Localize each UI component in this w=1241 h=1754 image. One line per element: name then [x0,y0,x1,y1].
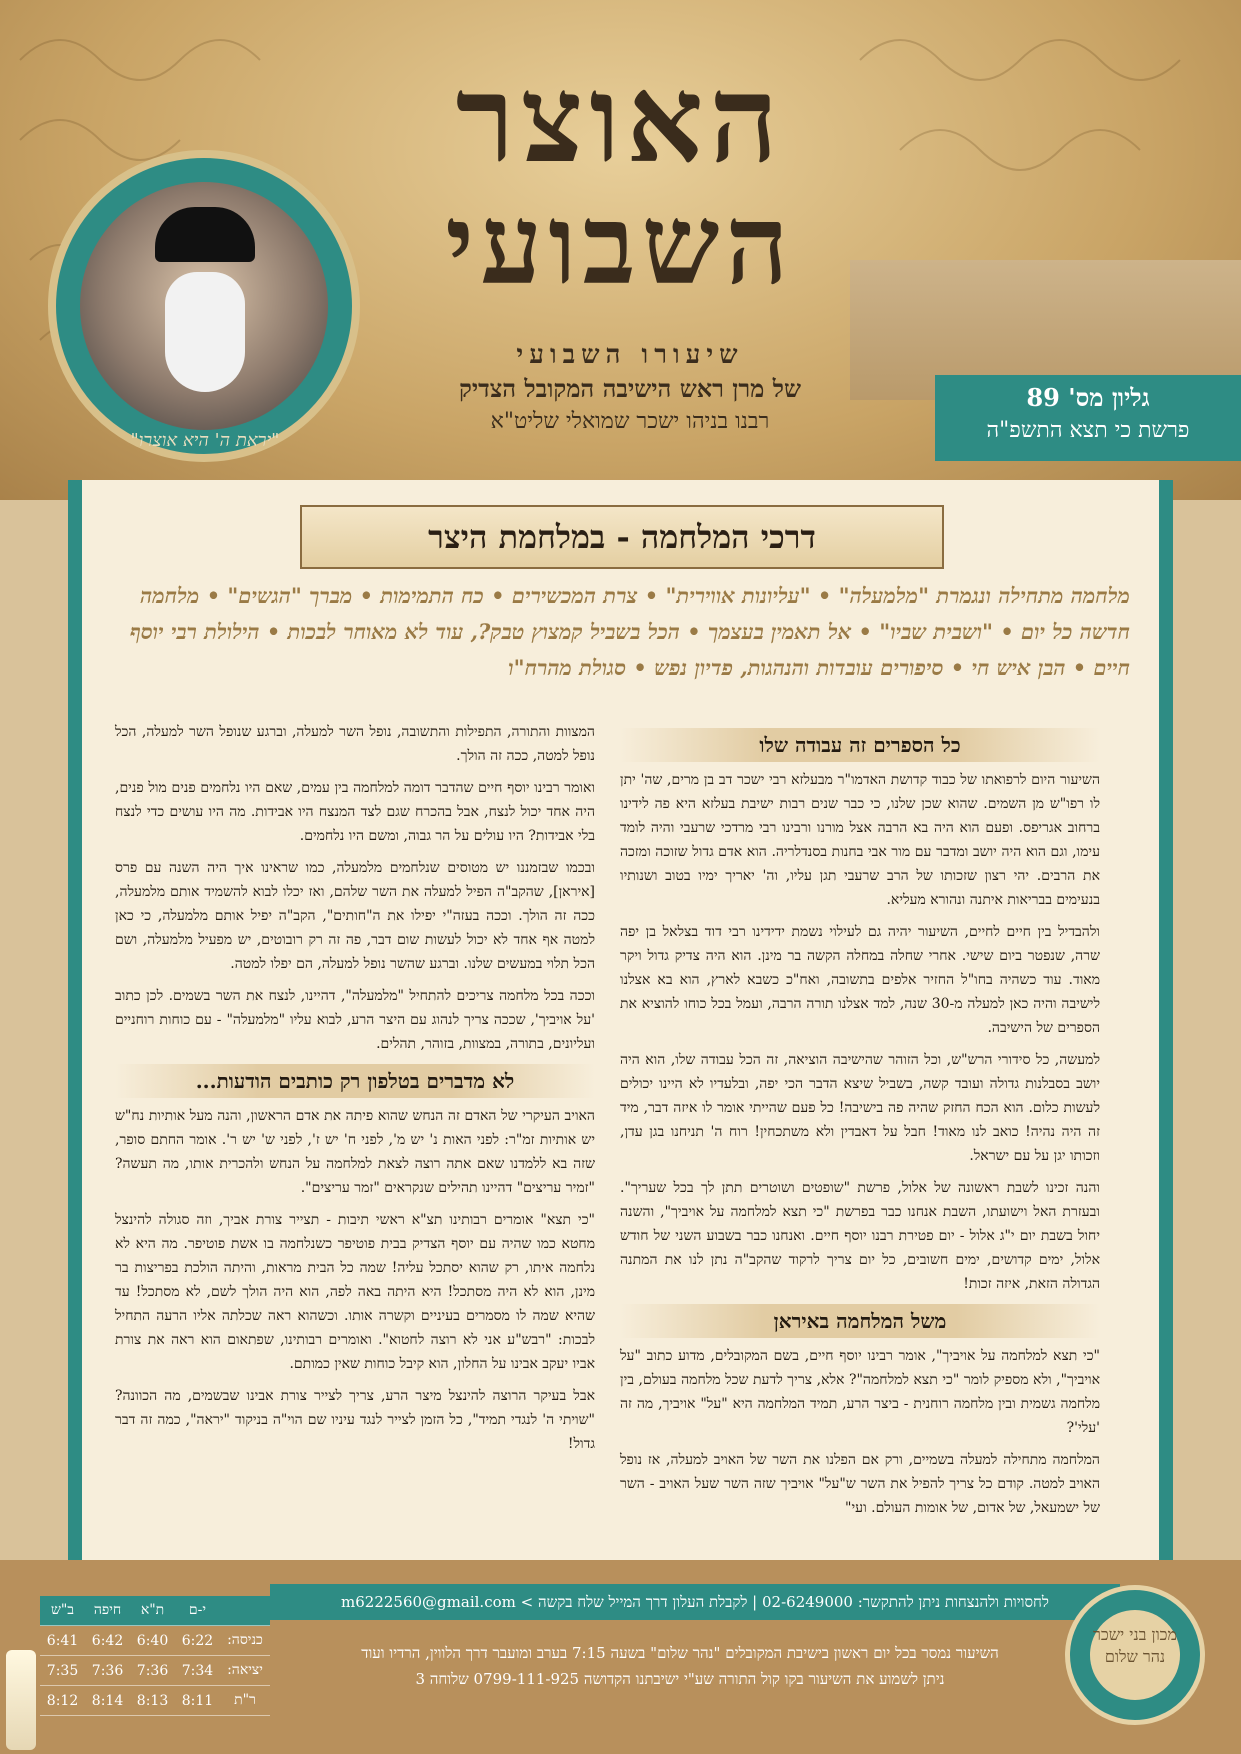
time-value: 6:40 [130,1626,175,1656]
issue-number: גליון מס' 89 [1026,383,1150,412]
section-heading: כל הספרים זה עבודה שלו [620,728,1100,762]
times-city: ב"ש [40,1596,85,1626]
footer-line2: ניתן לשמוע את השיעור בקו קול התורה שע"י ישיבתנו הקדושה 0799-111-925 שלוחה 3 [415,1670,945,1688]
paragraph: והנה זכינו לשבת ראשונה של אלול, פרשת "שופטים ושוטרים תתן לך בכל שעריך". ובעזרת האל וישועתו, השבת אנחנו כבר בפרשת "כי תצא למלחמה על אויביך", והשנה יחול בשבת יום י"ג אלול - יום פטירת רבנו יוסף חיים. ואנחנו כבר בשבוע השני של חודש אלול, ימים קדושים, ימים חשובים, כל יום צריך לרקוד שהקב"ה נתן לנו את המתנה הגדולה הזאת, איזה זכות! [620,1180,1100,1292]
times-city: י-ם [175,1596,220,1626]
issue-box [935,375,1241,461]
footer-info [280,1640,1080,1692]
paragraph: "כי תצא" אומרים רבותינו תצ"א ראשי תיבות - תצייר צורת אביך, וזה סגולה להינצל מחטא כמו שהיה עם יוסף הצדיק בבית פוטיפר כשנלחמה בו אשת פוטיפר. מה היא לא נלחמה איתו, רק שהוא יסתכל עליה! שמה כל הבית מראות, והיתה הולכת בפריצות בר מינן, הוא לא היה מסתכל! היא היתה באה לפה, הוא היה הולך לשם, לא מסתכל! עד שהיא שמה לו מסמרים בעיניים וקשרה אותו. וכשהוא ראה שכלתה אליו הרעה התחיל לבכות: "רבש"ע אני לא רוצה לחטוא". ואומרים רבותינו, שפתאום הוא ראה את צורת אביו יעקב אבינו על החלון, הוא קיבל כוחות שאין כמותם. [115,1212,595,1372]
times-row [40,1626,270,1656]
seal-text [1090,1610,1180,1700]
rabbi-photo [80,182,328,430]
yeshiva-seal [1065,1585,1205,1725]
paragraph: ואומר רבינו יוסף חיים שהדבר דומה למלחמה בין עמים, שאם היו נלחמים פנים מול פנים, היה אחד יכול לנצח, אבל בהכרח שגם לצד המנצח היו אבידות. מה היו עושים כדי לנצח בלי אבידות? היו עולים על הר גבוה, ומשם היו נלחמים. [115,780,595,844]
times-row [40,1656,270,1686]
seal-bottom: נהר שלום [1104,1647,1166,1666]
paragraph: ובכמו שבזמננו יש מטוסים שנלחמים מלמעלה, כמו שראינו איך היה השנה עם פרס [איראן], שהקב"ה הפיל למעלה את השר שלהם, ואז יכלו לבוא להשמיד אותם מלמעלה, ככה זה הולך. וככה בעזה"י יפילו את ה"חותים", הקב"ה יפיל אותם מלמעלה, כי כאן למטה אף אחד לא יכול לעשות שום דבר, פה זה רק רובוטים, יש מפעיל מלמעלה, ושם הכל תלוי במעשים שלנו. וברגע שהשר נופל למעלה, הם יפלו למטה. [115,860,595,972]
times-label: יציאה: [220,1656,270,1686]
times-row [40,1686,270,1716]
masthead-line2: השבועי [445,180,795,309]
shabbat-times [40,1596,270,1716]
paragraph: ולהבדיל בין חיים לחיים, השיעור יהיה גם לעילוי נשמת ידידינו רבי דוד בצלאל בן יפה שרה, שנפטר ביום שישי. אחרי שחלה במחלה הקשה בר מינן. הוא היה צדיק גדול ויקר מאוד. עוד כשהיה בחו"ל החזיר אלפים בתשובה, ואח"כ כשבא לארץ, הוא בא אצלנו לישיבה והיה כאן למעלה מ-30 שנה, למד אצלנו תורה הרבה, ועמל בכל כוחו להוציא את הספרים של הישיבה. [620,924,1101,1036]
paragraph: למעשה, כל סידורי הרש"ש, וכל הזוהר שהישיבה הוציאה, זה הכל עבודה שלו, הוא היה יושב בסבלנות גדולה ועובד קשה, בשביל שיצא הדבר הכי יפה, ובלעדיו לא היינו יכולים לעשות כלום. הוא הכח החזק שהיה פה בישיבה! כל פעם שהייתי אומר לו איזה דבר, מיד זה היה נהיה! כואב לנו מאוד! חבל על דאבדין ולא משתכחין! רוח ה' תניחנו בגן עדן, וזכותו יגן על עם ישראל. [620,1052,1100,1164]
issue-parasha: פרשת כי תצא התשפ"ה [986,418,1190,443]
times-header-row [40,1596,270,1626]
times-label: ר"ת [220,1686,270,1716]
section-heading: משל המלחמה באיראן [620,1304,1100,1338]
paragraph: אבל בעיקר הרוצה להינצל מיצר הרע, צריך לצייר צורת אבינו שבשמים, מה הכוונה? "שויתי ה' לנגדי תמיד", כל הזמן לצייר לנגד עיניו שם הוי"ה בניקוד "יראה", כמה זה דבר גדול! [115,1388,595,1452]
time-value: 8:11 [175,1686,220,1716]
times-table [40,1596,270,1716]
subtitle [420,340,840,434]
time-value: 6:22 [175,1626,220,1656]
beard-shape [165,272,245,392]
time-value: 7:34 [175,1656,220,1686]
times-city: ת"א [130,1596,175,1626]
topics-list: מלחמה מתחילה ונגמרת "מלמעלה" • "עליונות אווירית" • צרת המכשירים • כח התמימות • מברך "הגשים" • מלחמה חדשה כל יום • "ושבית שביו" • אל תאמין בעצמך • הכל בשביל קמצוץ טבק?, עוד לא מאוחר לבכות • הילולת רבי יוסף חיים • הבן איש חי • סיפורים עובדות והנהגות, פדיון נפש • סגולת מהרח"ו [129,583,1130,680]
time-value: 7:35 [40,1656,85,1686]
masthead-line1: האוצר [455,49,785,190]
paragraph: השיעור היום לרפואתו של כבוד קדושת האדמו"ר מבעלזא רבי ישכר דב בן מרים, שה' יתן לו רפו"ש מן השמים. שהוא שכן שלנו, כי כבר שנים רבות ישיבת בעלזא היא פה לידינו ברחוב אגריפס. ופעם הוא היה בא הרבה אצל מורנו ורבינו רבי מרדכי שרעבי והיה לומד עימו, וגם הוא היה יושב ומדבר עם מור אבי בחנות בסנדלריה. הוא אדם גדול שזוכה ומזכה את הרבים. יהי רצון שזכותו של הרב שרעבי תגן עליו, וה' יאריך ימיו בטוב ושנותיו בנעימים בבריאות איתנה ונהורא מעליא. [620,772,1100,908]
time-value: 8:12 [40,1686,85,1716]
seal-top: מכון בני ישכר [1093,1625,1177,1644]
subtitle-line2: של מרן ראש הישיבה המקובל הצדיק [459,374,801,403]
left-column [115,720,595,1464]
paragraph: המלחמה מתחילה למעלה בשמיים, ורק אם הפלנו את השר של האויב למעלה, אז נופל האויב למטה. קודם כל צריך להפיל את השר ש"על" אויביך שזה השר שעל האויב - השר של ישמעאל, של אדום, של אומות העולם. ועי" [620,1452,1100,1516]
time-value: 7:36 [130,1656,175,1686]
times-city: חיפה [85,1596,130,1626]
paragraph: "כי תצא למלחמה על אויביך", אומר רבינו יוסף חיים, בשם המקובלים, מדוע כתוב "על אויביך", ולא מספיק לומר "כי תצא למלחמה"? אלא, צריך לדעת שכל מלחמה בעולם, בין מלחמה גשמית ובין מלחמה רוחנית - ביצר הרע, תמיד המלחמה היא "על" אויביך, מה זה 'עלי'? [620,1348,1100,1436]
ring-caption: "יראת ה' היא אוצרו" [130,430,280,451]
time-value: 8:14 [85,1686,130,1716]
subtitle-line1: שיעורו השבועי [516,340,744,370]
time-value: 8:13 [130,1686,175,1716]
time-value: 6:41 [40,1626,85,1656]
times-label: כניסה: [220,1626,270,1656]
article-title: דרכי המלחמה - במלחמת היצר [300,505,944,569]
time-value: 7:36 [85,1656,130,1686]
rabbi-photo-frame [48,150,360,462]
section-heading: לא מדברים בטלפון רק כותבים הודעות... [115,1064,595,1098]
paragraph: המצוות והתורה, התפילות והתשובה, נופל השר למעלה, וברגע שנופל השר למעלה, הכל נופל למטה, ככה זה הולך. [115,724,595,764]
time-value: 6:42 [85,1626,130,1656]
contact-bar: לחסויות ולהנצחות ניתן להתקשר: 02-6249000 | לקבלת העלון דרך המייל שלח בקשה > m6222560@gmail.com [270,1584,1120,1620]
paragraph: וככה בכל מלחמה צריכים להתחיל "מלמעלה", דהיינו, לנצח את השר בשמים. לכן כתוב 'על אויביך', שככה צריך לנהוג עם היצר הרע, לבוא עליו "מלמעלה" - עם כוחות רוחניים ועליונים, בתורה, במצוות, בזוהר, תהלים. [115,988,595,1052]
times-corner [220,1596,270,1626]
masthead [400,49,840,309]
candle-image [6,1650,36,1750]
paragraph: האויב העיקרי של האדם זה הנחש שהוא פיתה את אדם הראשון, והנה מעל אותיות נח"ש יש אותיות זמ"ר: לפני האות נ' יש מ', לפני ח' יש ז', לפני ש' יש ר'. אומר החתם סופר, שזה בא ללמדנו שאם אתה רוצה לצאת למלחמה על הנחש ולהכרית אותו, מה תעשה? "זמיר עריצים" דהיינו תהילים שנקראים "זמר עריצים". [115,1108,595,1196]
footer-line1: השיעור נמסר בכל יום ראשון בישיבת המקובלים "נהר שלום" בשעה 7:15 בערב ומועבר דרך הלווין, הרדיו ועוד [361,1644,999,1662]
subtitle-line3: רבנו בניהו ישכר שמואלי שליט"א [490,409,770,434]
hat-shape [155,207,255,262]
right-column [620,720,1100,1528]
